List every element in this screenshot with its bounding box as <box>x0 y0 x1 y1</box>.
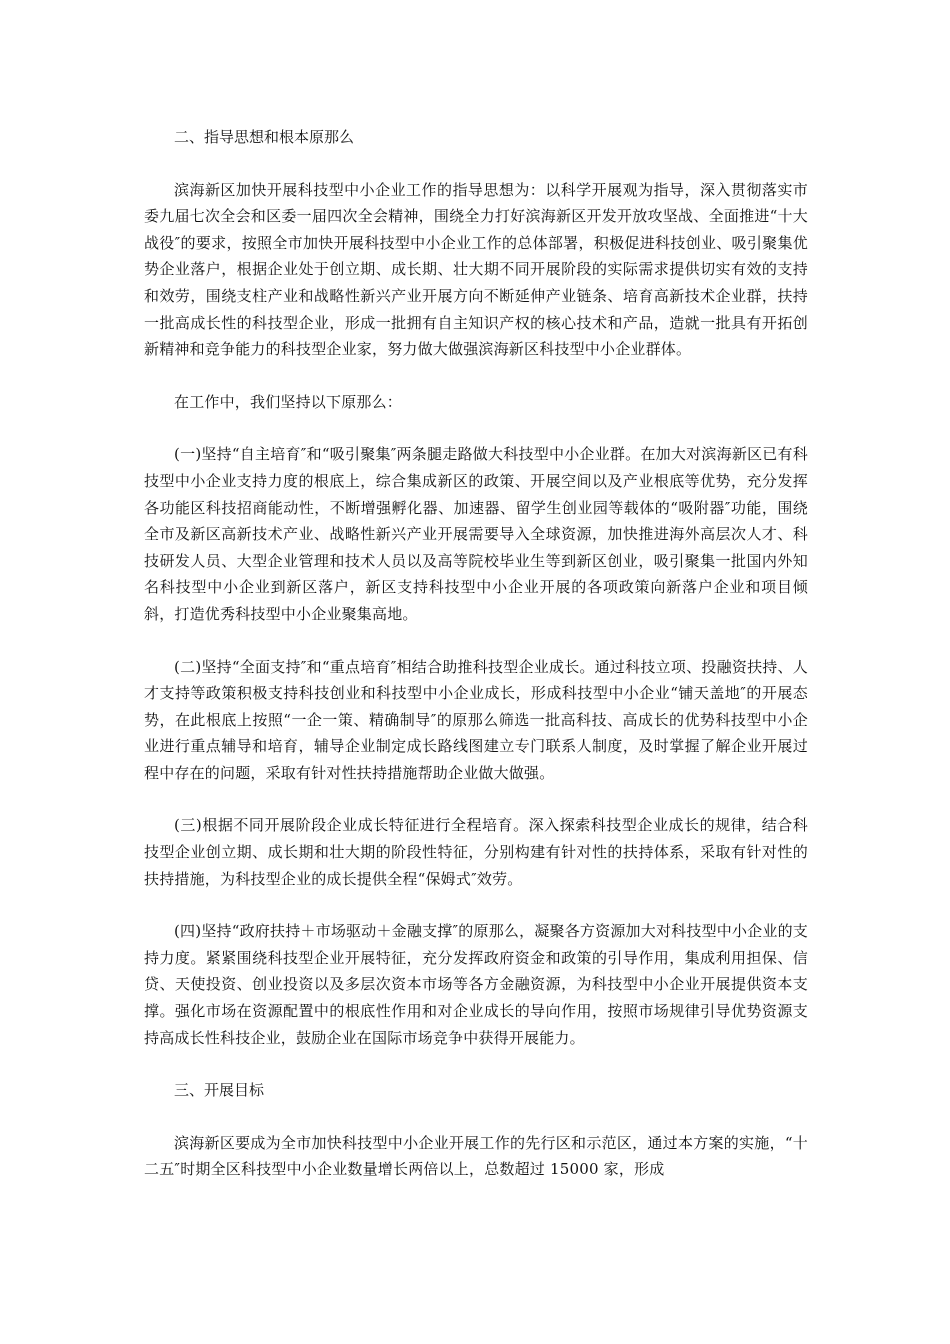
paragraph-principles-intro: 在工作中，我们坚持以下原那么： <box>174 392 403 411</box>
section-heading-development-goals: 三、开展目标 <box>174 1081 265 1100</box>
paragraph-principle-4: (四)坚持“政府扶持＋市场驱动＋金融支撑″的原那么，凝聚各方资源加大对科技型中小企业的支持力度。紧紧围绕科技型企业开展特征，充分发挥政府资金和政策的引导作用，集成利用担保、信贷、天使投资、创业投资以及多层次资本市场等各方金融资源，为科技型中小企业开展提供资本支撑。强化市场在资源配置中的根底性作用和对企业成长的导向作用，按照市场规律引导优势资源支持高成长性科技企业，鼓励企业在国际市场竞争中获得开展能力。 <box>144 922 808 1047</box>
paragraph-guiding-ideology: 滨海新区加快开展科技型中小企业工作的指导思想为：以科学开展观为指导，深入贯彻落实市委九届七次全会和区委一届四次全会精神，围绕全力打好滨海新区开发开放攻坚战、全面推进“十大战役″的要求，按照全市加快开展科技型中小企业工作的总体部署，积极促进科技创业、吸引聚集优势企业落户，根据企业处于创立期、成长期、壮大期不同开展阶段的实际需求提供切实有效的支持和效劳，围绕支柱产业和战略性新兴产业开展方向不断延伸产业链条、培育高新技术企业群，扶持一批高成长性的科技型企业，形成一批拥有自主知识产权的核心技术和产品，造就一批具有开拓创新精神和竞争能力的科技型企业家，努力做大做强滨海新区科技型中小企业群体。 <box>144 180 808 359</box>
document-body <box>144 124 808 1183</box>
paragraph-principle-2: (二)坚持“全面支持″和“重点培育″相结合助推科技型企业成长。通过科技立项、投融资扶持、人才支持等政策积极支持科技创业和科技型中小企业成长，形成科技型中小企业“铺天盖地″的开展态势，在此根底上按照“一企一策、精确制导″的原那么筛选一批高科技、高成长的优势科技型中小企业进行重点辅导和培育，辅导企业制定成长路线图建立专门联系人制度，及时掌握了解企业开展过程中存在的问题，采取有针对性扶持措施帮助企业做大做强。 <box>144 657 808 782</box>
section-heading-guiding-principles: 二、指导思想和根本原那么 <box>174 128 355 146</box>
paragraph-development-goals: 滨海新区要成为全市加快科技型中小企业开展工作的先行区和示范区，通过本方案的实施，“十二五″时期全区科技型中小企业数量增长两倍以上，总数超过 15000 家，形成 <box>144 1133 808 1179</box>
paragraph-principle-3: (三)根据不同开展阶段企业成长特征进行全程培育。深入探索科技型企业成长的规律，结合科技型企业创立期、成长期和壮大期的阶段性特征，分别构建有针对性的扶持体系，采取有针对性的扶持措施，为科技型企业的成长提供全程“保姆式″效劳。 <box>144 816 808 888</box>
paragraph-principle-1: (一)坚持“自主培育″和“吸引聚集″两条腿走路做大科技型中小企业群。在加大对滨海新区已有科技型中小企业支持力度的根底上，综合集成新区的政策、开展空间以及产业根底等优势，充分发挥各功能区科技招商能动性，不断增强孵化器、加速器、留学生创业园等载体的“吸附器″功能，围绕全市及新区高新技术产业、战略性新兴产业开展需要导入全球资源，加快推进海外高层次人才、科技研发人员、大型企业管理和技术人员以及高等院校毕业生等到新区创业，吸引聚集一批国内外知名科技型中小企业到新区落户，新区支持科技型中小企业开展的各项政策向新落户企业和项目倾斜，打造优秀科技型中小企业聚集高地。 <box>144 445 808 623</box>
